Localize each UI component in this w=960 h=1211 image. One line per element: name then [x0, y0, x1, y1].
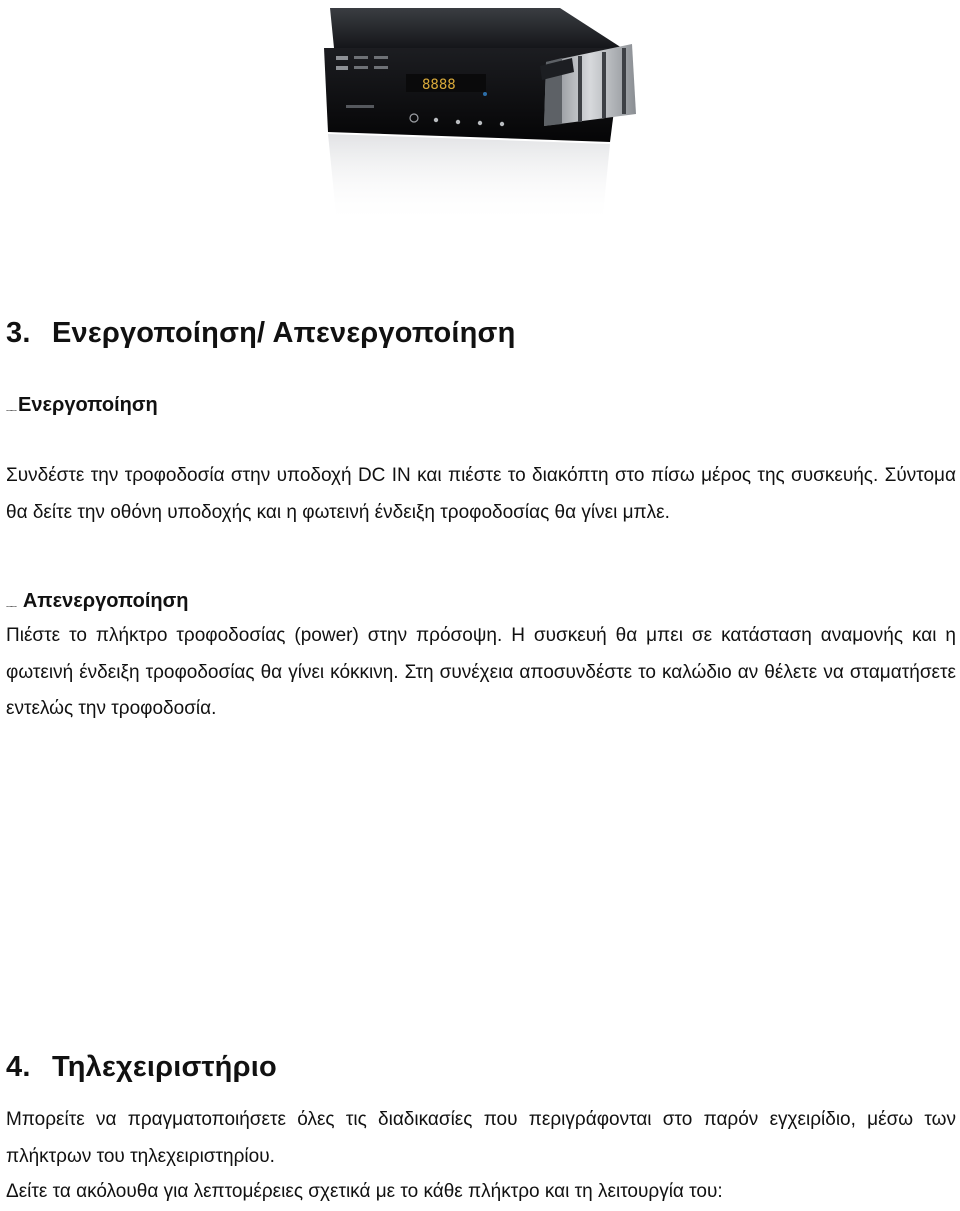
device-display-digits: 8888 — [422, 77, 456, 93]
paragraph-power-off: Πιέστε το πλήκτρο τροφοδοσίας (power) στην πρόσοψη. Η συσκευή θα μπει σε κατάσταση αναμονής και η φωτεινή ένδειξη τροφοδοσίας θα γίνει κόκκινη. Στη συνέχεια αποσυνδέστε το καλώδιο αν θέλετε να σταματήσετε εντελώς την τροφοδοσία. — [6, 625, 956, 719]
paragraph-remote-intro: Μπορείτε να πραγματοποιήσετε όλες τις διαδικασίες που περιγράφονται στο παρόν εγχειρίδιο, μέσω των πλήκτρων του τηλεχειριστηρίου. — [6, 1109, 956, 1167]
section-number: 3. — [6, 317, 31, 349]
section-title: Τηλεχειριστήριο — [52, 1051, 277, 1083]
paragraph-remote-details: Δείτε τα ακόλουθα για λεπτομέρειες σχετικά με το κάθε πλήκτρο και τη λειτουργία του: — [6, 1181, 723, 1202]
subheading-label: Απενεργοποίηση — [22, 590, 189, 612]
bullet-marker: …… — [6, 603, 16, 609]
bullet-marker: …… — [6, 407, 16, 413]
subheading-power-off — [6, 588, 189, 619]
section-heading-power — [6, 316, 516, 350]
section-title: Ενεργοποίηση/ Απενεργοποίηση — [52, 317, 516, 349]
media-player-device-image — [310, 0, 650, 232]
section-number: 4. — [6, 1051, 31, 1083]
paragraph-power-on: Συνδέστε την τροφοδοσία στην υποδοχή DC IN και πιέστε το διακόπτη στο πίσω μέρος της συσκευής. Σύντομα θα δείτε την οθόνη υποδοχής και η φωτεινή ένδειξη τροφοδοσίας θα γίνει μπλε. — [6, 465, 956, 523]
subheading-power-on — [6, 392, 158, 423]
section-heading-remote — [6, 1050, 277, 1084]
subheading-label: Ενεργοποίηση — [18, 394, 158, 416]
